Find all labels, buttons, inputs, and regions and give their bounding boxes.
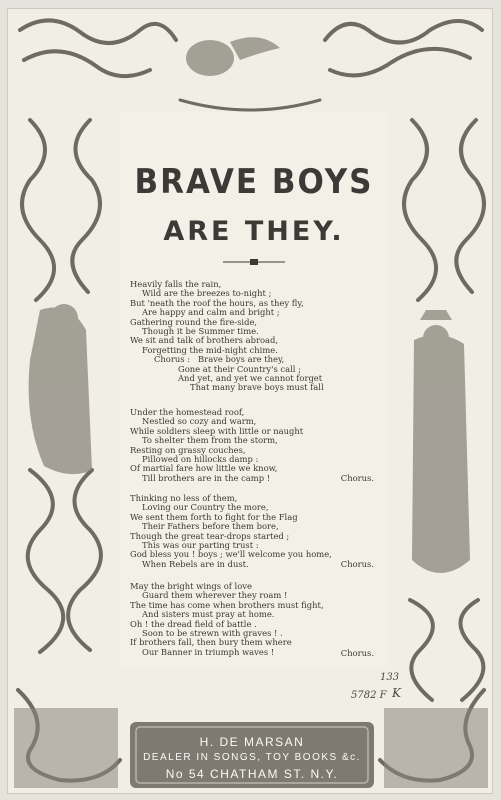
verse-line: Though it be Summer time. bbox=[142, 325, 259, 336]
catalog-number: 5782 F bbox=[351, 690, 387, 701]
verse-line: But 'neath the roof the hours, as they fly, bbox=[130, 297, 304, 308]
stanza-3 bbox=[130, 494, 388, 569]
stanza-1 bbox=[130, 280, 388, 393]
verse-line: Forgetting the mid-night chime. bbox=[142, 344, 278, 355]
publisher-trade: DEALER IN SONGS, TOY BOOKS &c. bbox=[143, 752, 361, 763]
verse-line: We sit and talk of brothers abroad, bbox=[130, 335, 279, 346]
song-title-line1: BRAVE BOYS bbox=[134, 162, 374, 202]
publisher-name: H. DE MARSAN bbox=[199, 735, 305, 749]
verse-line: We sent them forth to fight for the Flag bbox=[130, 511, 298, 522]
stanza-4 bbox=[130, 582, 388, 657]
catalog-letter: K bbox=[392, 686, 401, 700]
chorus-text: Brave boys are they, bbox=[198, 354, 285, 365]
verse-line: Gathering round the fire-side, bbox=[130, 316, 258, 327]
chorus-line: Gone at their Country's call ; bbox=[178, 363, 301, 374]
handwritten-number: 133 bbox=[380, 672, 400, 683]
verse-line: Thinking no less of them, bbox=[130, 493, 238, 503]
chorus-line: That many brave boys must fall bbox=[190, 382, 324, 393]
verse-line: And sisters must pray at home. bbox=[142, 609, 275, 620]
verse-line: To shelter them from the storm, bbox=[142, 435, 278, 446]
verse-line: Soon to be strewn with graves ! . bbox=[142, 627, 283, 638]
verse-line: Our Banner in triumph waves ! bbox=[142, 646, 275, 657]
song-text-panel bbox=[120, 112, 388, 668]
verse-line: Under the homestead roof, bbox=[130, 407, 245, 417]
verse-line: While soldiers sleep with little or naught bbox=[130, 425, 304, 436]
chorus-tag: Chorus. bbox=[340, 473, 374, 483]
verse-line: Resting on grassy couches, bbox=[130, 444, 246, 455]
chorus-label: Chorus : bbox=[154, 354, 191, 365]
publisher-address: No 54 CHATHAM ST. N.Y. bbox=[165, 767, 339, 781]
verse-line: Wild are the breezes to-night ; bbox=[142, 288, 272, 299]
verse-line: Guard them wherever they roam ! bbox=[142, 590, 288, 601]
verse-line: Till brothers are in the camp ! bbox=[142, 472, 271, 483]
verse-line: May the bright wings of love bbox=[130, 581, 252, 591]
verse-line: Though the great tear-drops started ; bbox=[130, 530, 290, 541]
verse-line: If brothers fall, then bury them where bbox=[130, 637, 292, 648]
verse-line: God bless you ! boys ; we'll welcome you home, bbox=[130, 549, 332, 560]
chorus-tag: Chorus. bbox=[340, 559, 374, 569]
title-rule bbox=[223, 259, 285, 265]
verse-line: Are happy and calm and bright ; bbox=[142, 307, 280, 318]
verse-line: The time has come when brothers must fight, bbox=[130, 599, 324, 610]
chorus-tag: Chorus. bbox=[340, 648, 374, 658]
verse-line: Pillowed on hillocks damp : bbox=[142, 453, 259, 464]
publisher-imprint bbox=[132, 728, 372, 788]
stanza-2 bbox=[130, 408, 388, 483]
verse-line: This was our parting trust : bbox=[142, 539, 259, 550]
verse-line: Loving our Country the more, bbox=[142, 502, 269, 513]
verse-line: Of martial fare how little we know, bbox=[130, 463, 278, 474]
verse-line: Their Fathers before them bore, bbox=[142, 521, 279, 532]
chorus-line: And yet, and yet we cannot forget bbox=[178, 372, 323, 383]
verse-line: Oh ! the dread field of battle . bbox=[130, 618, 257, 629]
verse-line: Heavily falls the rain, bbox=[130, 279, 222, 289]
verse-line: When Rebels are in dust. bbox=[142, 558, 249, 569]
song-title-line2: ARE THEY. bbox=[163, 216, 345, 247]
verse-line: Nestled so cozy and warm, bbox=[142, 416, 257, 427]
